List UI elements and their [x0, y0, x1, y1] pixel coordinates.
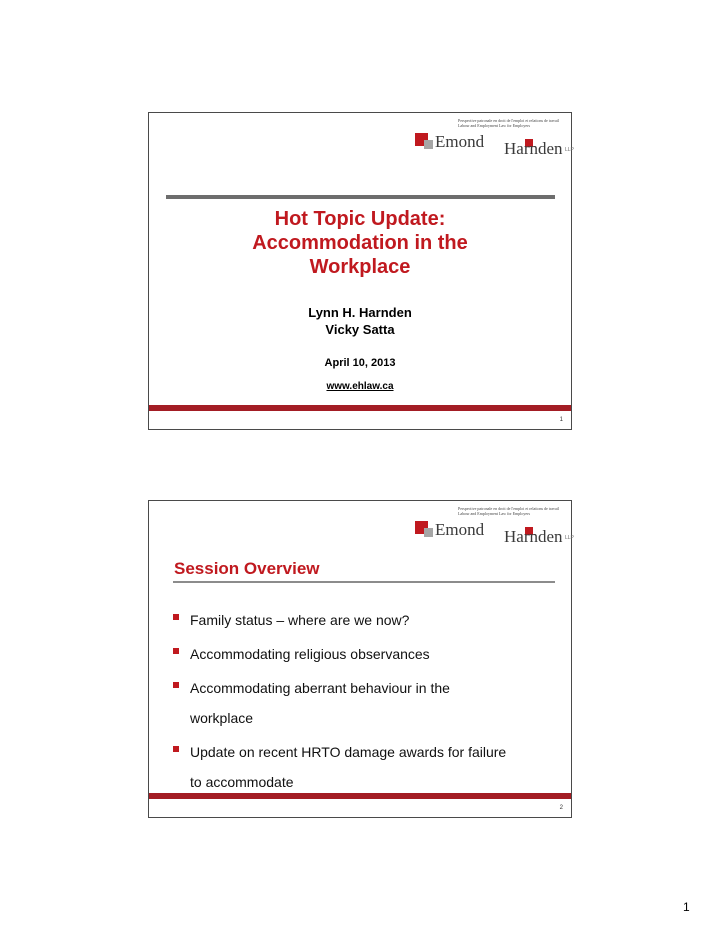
logo-tagline-line1: Perspective patronale en droit de l'emploi et relations de travail: [457, 506, 559, 511]
footer-divider: [149, 793, 571, 799]
slide-number: 1: [559, 417, 563, 423]
logo-word-harnden: Harnden: [504, 527, 563, 546]
author-2: Vicky Satta: [325, 322, 395, 337]
bullet-square-icon: [173, 614, 179, 620]
list-item: [173, 605, 553, 635]
website-link[interactable]: www.ehlaw.ca: [326, 381, 394, 392]
title-line-1: Hot Topic Update:: [274, 208, 446, 230]
list-item: [173, 737, 553, 797]
header-divider: [166, 195, 555, 199]
logo-tagline-line2: Labour and Employment Law for Employers: [457, 511, 531, 516]
presentation-date: April 10, 2013: [324, 357, 396, 369]
logo-gray-square-icon: [424, 140, 433, 149]
list-item-text: Family status – where are we now?: [190, 612, 410, 628]
title-line-3: Workplace: [309, 256, 411, 278]
list-item-text-continued: workplace: [190, 710, 254, 726]
bullet-square-icon: [173, 648, 179, 654]
title-line-2: Accommodation in the: [252, 232, 468, 254]
list-item-text: Update on recent HRTO damage awards for failure: [190, 744, 507, 760]
logo-tagline: [458, 118, 559, 128]
slide-2-title: Session Overview: [174, 559, 320, 578]
slide-number: 2: [559, 805, 563, 811]
logo-word-harnden: Harnden: [504, 139, 563, 158]
slide-1-title: [149, 207, 571, 279]
footer-divider: [149, 405, 571, 411]
list-item: [173, 639, 553, 669]
logo-suffix: LLP: [565, 147, 574, 153]
title-underline: [173, 581, 555, 583]
logo-suffix: LLP: [565, 535, 574, 541]
list-item-text: Accommodating aberrant behaviour in the: [190, 680, 450, 696]
document-page-number: 1: [683, 900, 690, 914]
company-logo: [405, 118, 574, 158]
company-logo: [405, 506, 574, 546]
slide-2: [148, 500, 572, 818]
bullet-square-icon: [173, 746, 179, 752]
logo-tagline: [458, 506, 559, 516]
logo-gray-square-icon: [424, 528, 433, 537]
overview-list: [173, 605, 553, 801]
list-item-text: Accommodating religious observances: [190, 646, 430, 662]
list-item-text-continued: to accommodate: [190, 774, 294, 790]
slide-1: [148, 112, 572, 430]
logo-word-emond: Emond: [435, 520, 485, 539]
logo-word-emond: Emond: [435, 132, 485, 151]
list-item: [173, 673, 553, 733]
bullet-square-icon: [173, 682, 179, 688]
logo-tagline-line1: Perspective patronale en droit de l'emploi et relations de travail: [457, 118, 559, 123]
author-1: Lynn H. Harnden: [308, 305, 412, 320]
logo-tagline-line2: Labour and Employment Law for Employers: [457, 123, 531, 128]
